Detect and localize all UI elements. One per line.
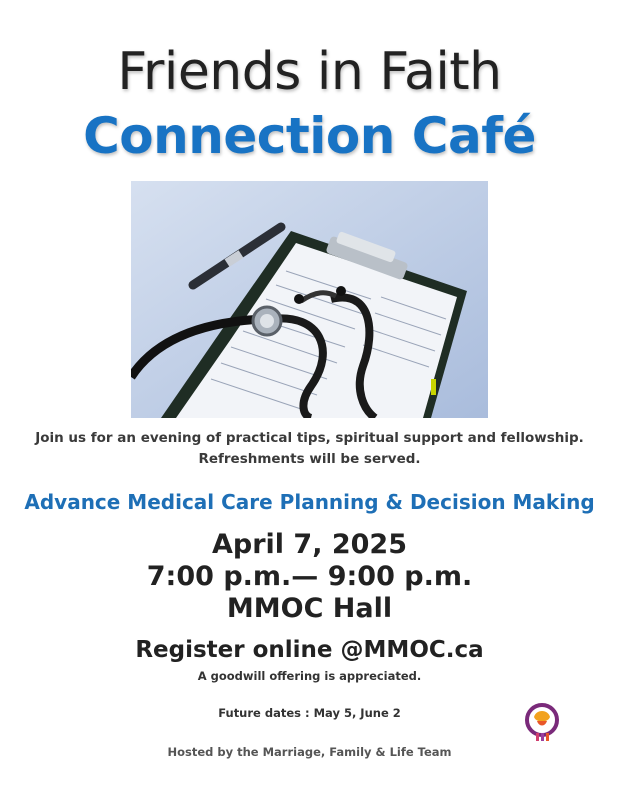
event-venue: MMOC Hall — [226, 593, 393, 624]
team-logo-icon — [524, 703, 560, 745]
future-dates: Future dates : May 5, June 2 — [218, 706, 401, 720]
event-date: April 7, 2025 — [211, 529, 408, 560]
hosted-by: Hosted by the Marriage, Family & Life Team — [167, 745, 452, 759]
title-friends-in-faith: Friends in Faith — [117, 42, 502, 102]
offering-note: A goodwill offering is appreciated. — [197, 669, 422, 683]
medical-clipboard-photo — [131, 181, 488, 418]
event-time: 7:00 p.m.— 9:00 p.m. — [146, 561, 473, 592]
intro-line-1: Join us for an evening of practical tips, spiritual support and fellowship. — [35, 430, 584, 446]
intro-text — [0, 428, 619, 470]
intro-line-2: Refreshments will be served. — [198, 451, 421, 467]
title-connection-cafe: Connection Café — [83, 107, 536, 165]
register-online-link[interactable]: Register online @MMOC.ca — [135, 637, 484, 663]
event-topic: Advance Medical Care Planning & Decision Making — [24, 490, 595, 514]
